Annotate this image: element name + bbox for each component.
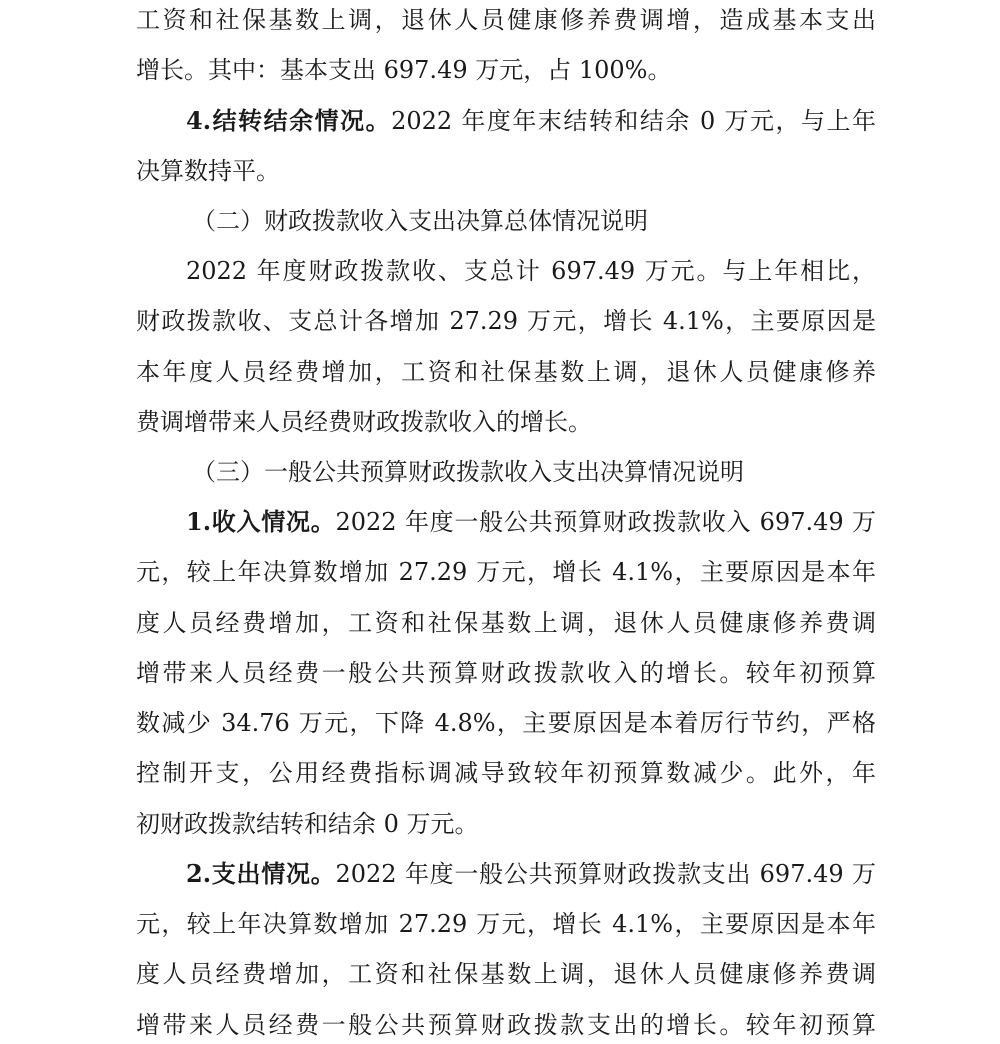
paragraph-lead-income: 1.收入情况。 [186,507,336,536]
paragraph-line [136,103,876,139]
text-line: 增带来人员经费一般公共预算财政拨款支出的增长。较年初预算 [136,1011,876,1039]
text-line: 费调增带来人员经费财政拨款收入的增长。 [136,408,592,436]
text-line: 数减少 34.76 万元，下降 4.8%，主要原因是本着厉行节约，严格 [136,709,876,737]
text-line: 度人员经费增加，工资和社保基数上调，退休人员健康修养费调 [136,960,876,988]
paragraph-text: 2022 年度一般公共预算财政拨款支出 697.49 万 [335,860,876,888]
text-line: 增长。其中：基本支出 697.49 万元，占 100%。 [136,56,672,84]
section-heading-3: （三）一般公共预算财政拨款收入支出决算情况说明 [192,458,744,486]
paragraph-line [136,504,876,540]
text-line: 元，较上年决算数增加 27.29 万元，增长 4.1%，主要原因是本年 [136,558,876,586]
paragraph-text: 2022 年度一般公共预算财政拨款收入 697.49 万 [335,508,876,536]
paragraph-lead-carryover: 4.结转结余情况。 [186,106,392,135]
paragraph-lead-expenditure: 2.支出情况。 [186,859,336,888]
text-line: 初财政拨款结转和结余 0 万元。 [136,810,479,838]
text-line: 工资和社保基数上调，退休人员健康修养费调增，造成基本支出 [136,6,876,34]
paragraph-line [136,856,876,892]
text-line: 增带来人员经费一般公共预算财政拨款收入的增长。较年初预算 [136,659,876,687]
text-line: 财政拨款收、支总计各增加 27.29 万元，增长 4.1%，主要原因是 [136,307,876,335]
paragraph-line: 2022 年度财政拨款收、支总计 697.49 万元。与上年相比， [186,257,876,285]
text-line: 元，较上年决算数增加 27.29 万元，增长 4.1%，主要原因是本年 [136,910,876,938]
text-line: 本年度人员经费增加，工资和社保基数上调，退休人员健康修养 [136,358,876,386]
text-line: 控制开支，公用经费指标调减导致较年初预算数减少。此外，年 [136,759,876,787]
section-heading-2: （二）财政拨款收入支出决算总体情况说明 [192,207,648,235]
text-line: 度人员经费增加，工资和社保基数上调，退休人员健康修养费调 [136,609,876,637]
paragraph-text: 2022 年度年末结转和结余 0 万元，与上年 [391,107,876,135]
text-line: 决算数持平。 [136,157,280,185]
